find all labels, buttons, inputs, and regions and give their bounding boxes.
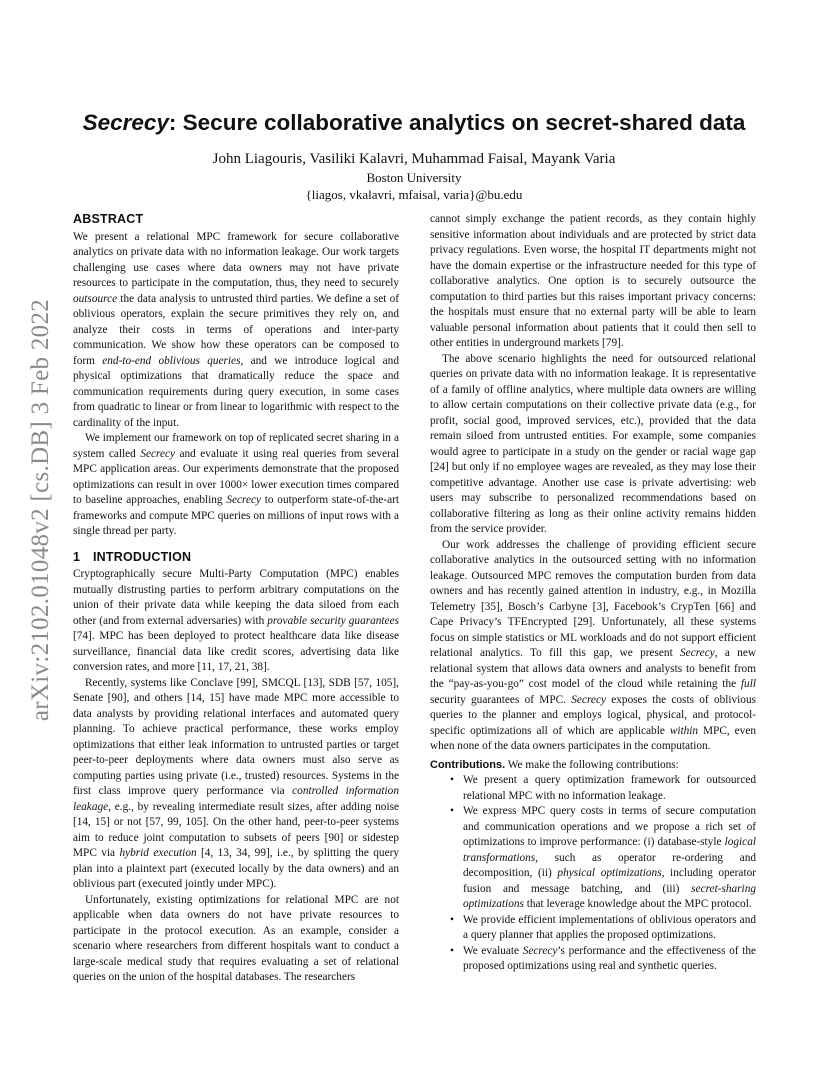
contributions-paragraph	[430, 758, 756, 774]
emphasis: Secrecy	[140, 447, 176, 460]
text-run: , and we introduce logical and physical optimizations that dramatically reduce the space and communication requirements during query execution, in some cases from quadratic to linear or from linear to logarithmic with respect to the cardinality of the input.	[73, 354, 399, 429]
abstract-paragraph-2	[73, 431, 399, 540]
text-run: , such as operator re-ordering and decomposition, (ii)	[463, 851, 756, 879]
text-run: exposes the costs of oblivious queries to the planner and employs logical, physical, and protocol-specific optimizations all of which are applicable	[430, 693, 756, 737]
abstract-paragraph-1	[73, 230, 399, 432]
emphasis: logical transformations	[463, 836, 756, 864]
contributions-heading: Contributions.	[430, 758, 506, 771]
arxiv-id-text: arXiv:2102.01048v2 [cs.DB] 3 Feb 2022	[27, 298, 54, 722]
emphasis: provable security guarantees	[267, 614, 399, 627]
text-run: security guarantees of MPC.	[430, 693, 572, 706]
right-column	[430, 212, 756, 975]
text-run: [4, 13, 34, 99], i.e., by splitting the query plan into a plaintext part (executed locally by the data owners) and an oblivious part (executed jointly under MPC).	[73, 847, 399, 890]
emphasis: hybrid execution	[119, 847, 197, 859]
emphasis: end-to-end oblivious queries	[102, 354, 241, 367]
text-run: , e.g., by revealing intermediate result sizes, after adding noise [14, 15] or not [57, 99, 105]. On the other hand, peer-to-peer systems aim to reduce joint computation to subsets of peers [90] or sidestep MPC via	[73, 800, 399, 859]
author-block	[60, 150, 768, 203]
emphasis: within	[669, 724, 699, 737]
author-emails: {liagos, vkalavri, mfaisal, varia}@bu.edu	[305, 187, 523, 202]
text-run: We make the following contributions:	[505, 758, 679, 771]
intro-paragraph-2	[73, 676, 399, 893]
text-run: We evaluate	[463, 944, 523, 957]
text-run: and evaluate it using real queries from several MPC application areas. Our experiments demonstrate that the proposed optimizations can result in over 1000× lower execution times compared to baseline approaches, enabling	[73, 447, 400, 506]
section-number: 1	[73, 549, 81, 564]
text-run: ’s performance and the effectiveness of the proposed optimizations using real and synthetic queries.	[463, 944, 756, 972]
text-run: MPC, even when none of the data owners participates in the computation.	[430, 724, 756, 752]
intro-paragraph-1	[73, 567, 399, 676]
text-run: , a new relational system that allows data owners and analysts to benefit from the “pay-as-you-go” cost model of the cloud while retaining the	[430, 647, 756, 690]
author-names: John Liagouris, Vasiliki Kalavri, Muhammad Faisal, Mayank Varia	[212, 151, 616, 167]
list-item	[463, 804, 756, 913]
emphasis: physical optimizations	[557, 867, 662, 879]
text-run: that leverage knowledge about the MPC protocol.	[523, 898, 752, 910]
intro-paragraph-3-continued: cannot simply exchange the patient records, as they contain highly sensitive information about individuals and are protected by strict data privacy regulations. Even worse, the hospital IT departments might not have the domain expertise or the infrastructure needed for this type of collaborative analytics. One option is to securely outsource the computation to third parties but this raises important privacy concerns: the hospitals must ensure that no external party will be able to learn valuable personal information about patients that it could then sell to other entities in underground markets [79].	[430, 213, 756, 349]
section-title: INTRODUCTION	[93, 549, 192, 564]
emphasis: Secrecy	[226, 494, 262, 506]
intro-paragraph-5	[430, 538, 756, 755]
list-item: • We present a query optimization framework for outsourced relational MPC with no information leakage.	[463, 773, 756, 804]
arxiv-identifier-stamp	[18, 300, 64, 720]
abstract-heading: ABSTRACT	[73, 212, 144, 226]
contributions-list	[430, 773, 756, 975]
list-item: • We provide efficient implementations of oblivious operators and a query planner that applies the proposed optimizations.	[463, 913, 756, 944]
text-run: to outperform state-of-the-art frameworks and compute MPC queries on millions of input rows with a single thread per party.	[73, 494, 399, 537]
emphasis: outsource	[73, 292, 118, 305]
emphasis: Secrecy	[571, 693, 606, 706]
emphasis: full	[740, 678, 756, 690]
paper-title	[60, 110, 768, 136]
text-run: We express MPC query costs in terms of secure computation and communication operations and we propose a rich set of optimizations to improve performance: (i) database-style	[463, 805, 756, 848]
introduction-heading	[73, 550, 399, 566]
emphasis: controlled information leakage	[73, 785, 399, 813]
intro-paragraph-3: Unfortunately, existing optimizations for relational MPC are not applicable when data owners do not have private resources to participate in the protocol execution. As an example, consider a scenario where researchers from different hospitals want to conduct a large-scale medical study that requires evaluating a set of relational queries on the union of the hospital databases. The researchers	[73, 893, 399, 983]
left-column	[73, 212, 399, 986]
title-system-name: Secrecy	[82, 110, 169, 135]
text-run: Cryptographically secure Multi-Party Computation (MPC) enables mutually distrusting parties to perform arbitrary computations on the union of their private data while keeping the data siloed from each other (and from external adversaries) with	[73, 568, 399, 627]
text-run: We implement our framework on top of replicated secret sharing in a system called	[73, 432, 399, 460]
text-run: the data analysis to untrusted third parties. We define a set of oblivious operators, explain the secure primitives they rely on, and analyze their costs in terms of operations and inter-party communication. We show how these operators can be composed to form	[73, 292, 399, 367]
text-run: We present a relational MPC framework for secure collaborative analytics on private data with no information leakage. Our work targets challenging use cases where data owners may not have private resources to participate in the computation, thus, they need to securely	[73, 230, 399, 289]
emphasis: Secrecy	[680, 647, 715, 659]
text-run: , including operator fusion and message batching, and (iii)	[463, 867, 756, 895]
list-item	[463, 944, 756, 975]
intro-paragraph-4: The above scenario highlights the need for outsourced relational queries on private data with no information leakage. It is representative of a family of offline analytics, where multiple data owners are willing to allow certain computations on their collective private data (e.g., for profit, social good, improved services, etc.), provided that the data remain siloed from untrusted entities. For example, some companies would agree to participate in a study on the gender or racial wage gap [24] but only if no employee wages are revealed, as they may lose their competitive advantage. Another use case is private advertising: web users may subscribe to personalized recommendations based on collaborative filtering as long as their online activity remains hidden from the service provider.	[430, 352, 756, 535]
emphasis: secret-sharing optimizations	[463, 882, 756, 910]
text-run: [74]. MPC has been deployed to protect healthcare data like disease surveillance, financial data like credit scores, advertising data like conversion rates, and more [11, 17, 21, 38].	[73, 630, 399, 673]
title-rest: : Secure collaborative analytics on secret-shared data	[168, 110, 746, 135]
emphasis: Secrecy	[522, 944, 558, 957]
text-run: Recently, systems like Conclave [99], SMCQL [13], SDB [57, 105], Senate [90], and others [14, 15] have made MPC more accessible to data analysts by providing relational interfaces and automated query planning. To achieve practical performance, these works employ optimizations that either leak information to untrusted parties or target peer-to-peer deployments where data owners must also serve as computing parties using private (i.e., trusted) resources. Systems in the first class improve query performance via	[73, 676, 399, 797]
text-run: Our work addresses the challenge of providing efficient secure collaborative analytics in the outsourced setting with no information leakage. Outsourced MPC removes the computation burden from data owners and has recently gained attention in industry, e.g., in Mozilla Telemetry [35], Bosch’s Carbyne [3], Facebook’s CrypTen [66] and Cape Privacy’s TFEncrypted [29]. Unfortunately, all these systems focus on simple statistics or ML workloads and do not support efficient relational analytics. To fill this gap, we present	[430, 538, 756, 659]
author-affiliation: Boston University	[366, 170, 462, 185]
